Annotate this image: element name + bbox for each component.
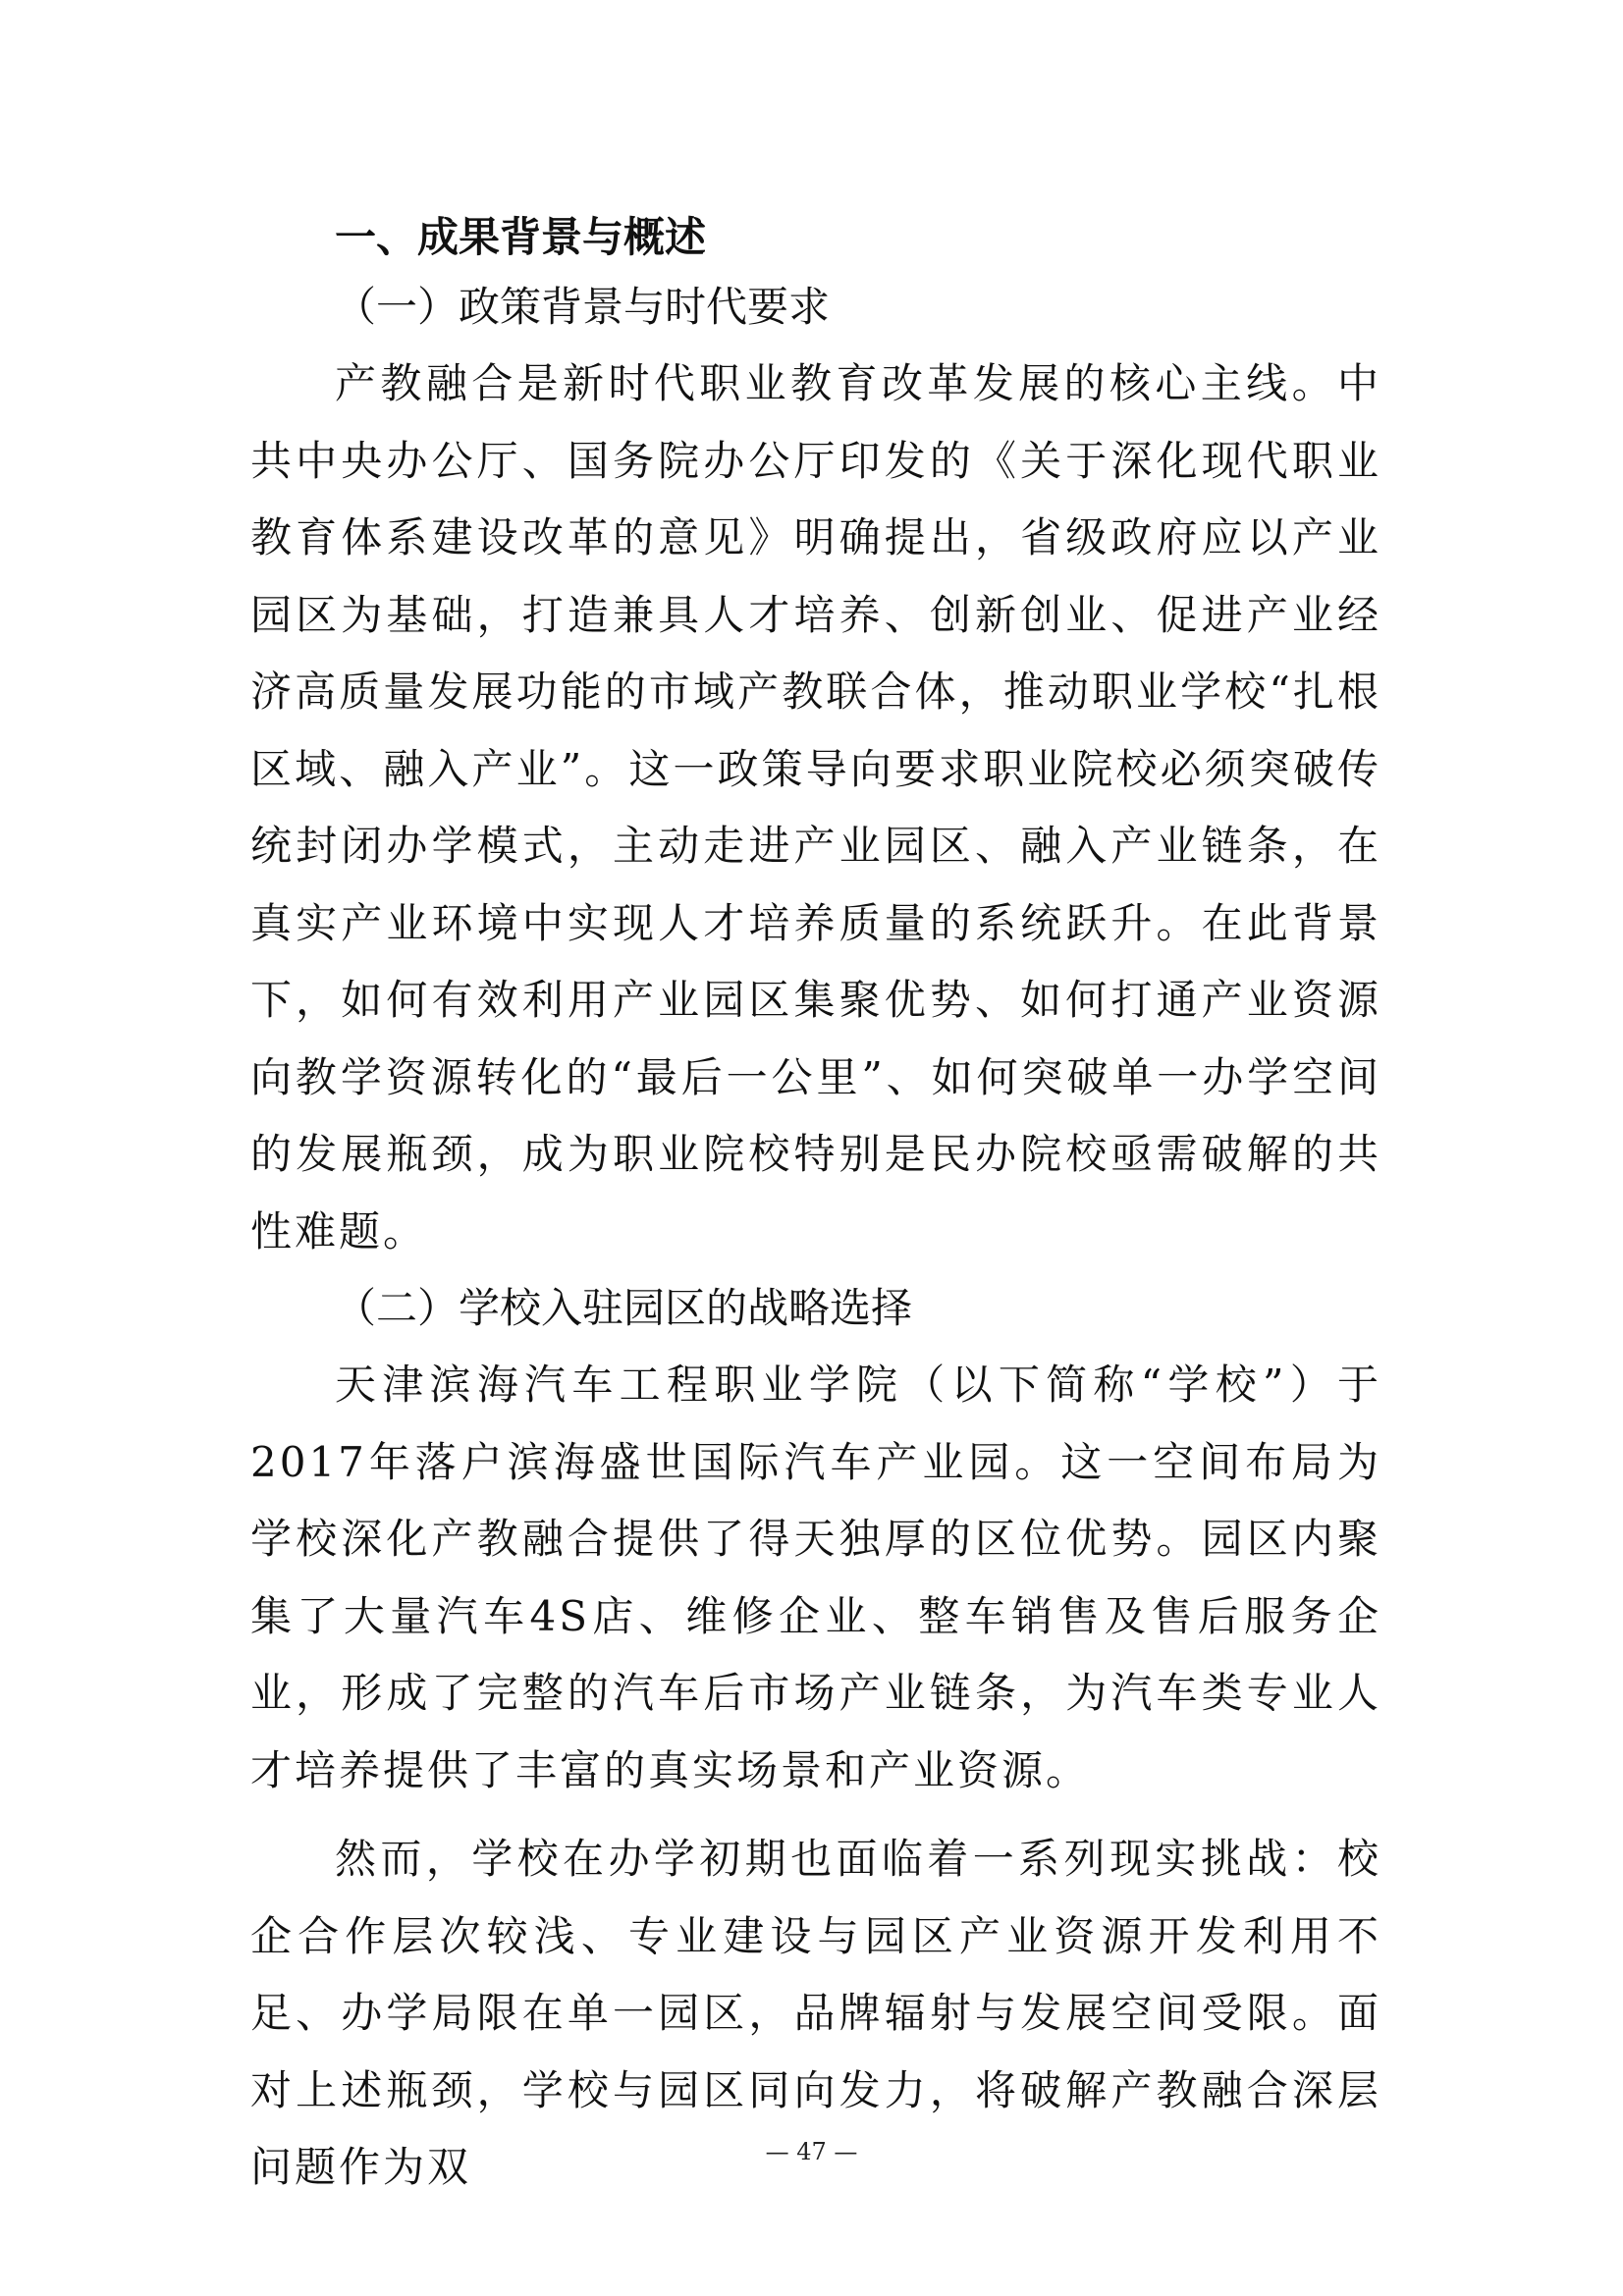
paragraph-school-intro: 天津滨海汽车工程职业学院（以下简称“学校”）于2017年落户滨海盛世国际汽车产业园。这一空间布局为学校深化产教融合提供了得天独厚的区位优势。园区内聚集了大量汽车4S店、维修企业、整车销售及售后服务企业，形成了完整的汽车后市场产业链条，为汽车类专业人才培养提供了丰富的真实场景和产业资源。 [250,1361,1381,1794]
page-number: — 47 — [765,2138,858,2165]
document-body [250,206,1381,2207]
paragraph-policy-background: 产教融合是新时代职业教育改革发展的核心主线。中共中央办公厅、国务院办公厅印发的《关于深化现代职业教育体系建设改革的意见》明确提出，省级政府应以产业园区为基础，打造兼具人才培养、创新创业、促进产业经济高质量发展功能的市域产教联合体，推动职业学校“扎根区域、融入产业”。这一政策导向要求职业院校必须突破传统封闭办学模式，主动走进产业园区、融入产业链条，在真实产业环境中实现人才培养质量的系统跃升。在此背景下，如何有效利用产业园区集聚优势、如何打通产业资源向教学资源转化的“最后一公里”、如何突破单一办学空间的发展瓶颈，成为职业院校特别是民办院校亟需破解的共性难题。 [250,359,1381,1255]
section-heading-policy: （一）政策背景与时代要求 [335,283,831,331]
chapter-heading: 一、成果背景与概述 [335,213,707,261]
section-heading-strategy: （二）学校入驻园区的战略选择 [335,1284,913,1332]
paragraph-challenges: 然而，学校在办学初期也面临着一系列现实挑战：校企合作层次较浅、专业建设与园区产业资源开发利用不足、办学局限在单一园区，品牌辐射与发展空间受限。面对上述瓶颈，学校与园区同向发力，将破解产教融合深层问题作为双 [250,1835,1381,2191]
paragraph-spacer [250,1809,1381,1821]
